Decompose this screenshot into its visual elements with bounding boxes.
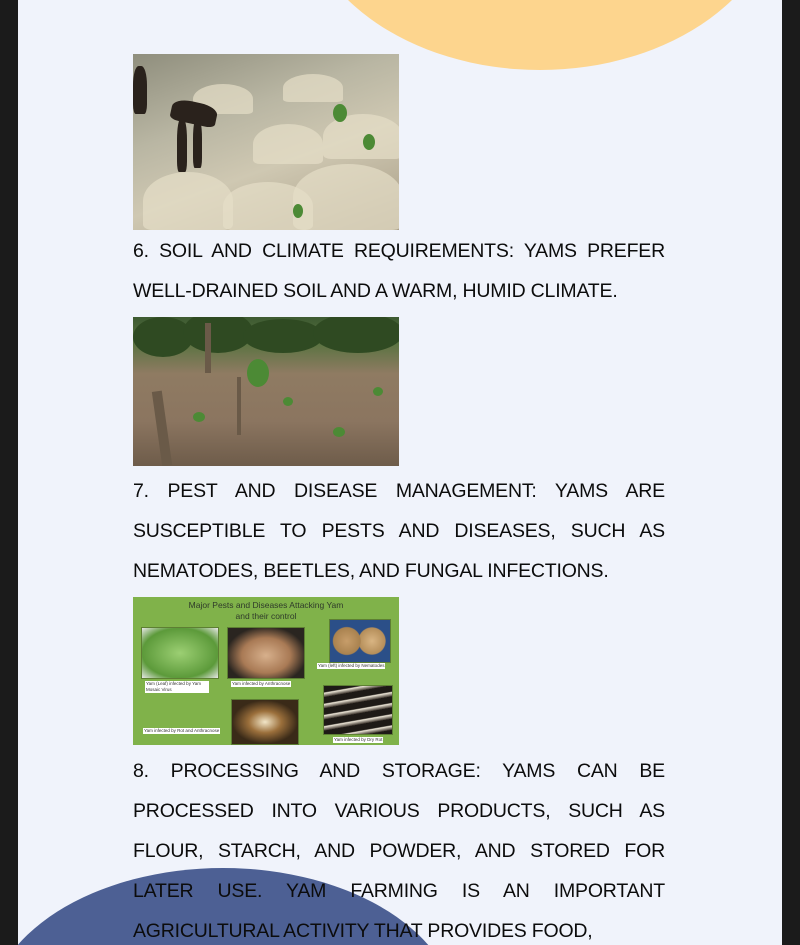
rot-thumb bbox=[231, 699, 299, 745]
nematodes-thumb bbox=[329, 619, 391, 663]
anthracnose-label: Yam infected by Anthracnose bbox=[232, 681, 291, 686]
section-6-text: 6. SOIL AND CLIMATE REQUIREMENTS: YAMS PREFER WELL-DRAINED SOIL AND A WARM, HUMID CLIMATE. bbox=[133, 240, 665, 302]
dry-rot-label: Yam infected by Dry Rot bbox=[334, 737, 383, 742]
anthracnose-thumb bbox=[227, 627, 305, 679]
dry-rot-thumb bbox=[323, 685, 393, 735]
document-page bbox=[18, 0, 782, 945]
section-7-text: 7. PEST AND DISEASE MANAGEMENT: YAMS ARE SUSCEPTIBLE TO PESTS AND DISEASES, SUCH AS NEMATODES, BEETLES, AND FUNGAL INFECTIONS. bbox=[133, 480, 665, 582]
leaf-label: Yam (Leaf) infected by Yam Mosaic Virus bbox=[145, 681, 209, 693]
yam-mounds-photo bbox=[133, 54, 399, 230]
pest-disease-slide bbox=[133, 597, 399, 745]
rot-label: Yam infected by Rot and Anthracnose bbox=[144, 728, 220, 733]
yam-field-photo bbox=[133, 317, 399, 466]
slide-title: Major Pests and Diseases Attacking Yam and their control bbox=[188, 600, 344, 621]
section-8-text: 8. PROCESSING AND STORAGE: YAMS CAN BE PROCESSED INTO VARIOUS PRODUCTS, SUCH AS FLOUR, STARCH, AND POWDER, AND STORED FOR LATER USE. YAM FARMING IS AN IMPORTANT AGRICULTURAL ACTIVITY THAT PROVIDES FOOD, bbox=[133, 760, 665, 942]
nematodes-label: Yam (left) infected by Nematodes bbox=[318, 663, 385, 668]
leaf-thumb bbox=[141, 627, 219, 679]
